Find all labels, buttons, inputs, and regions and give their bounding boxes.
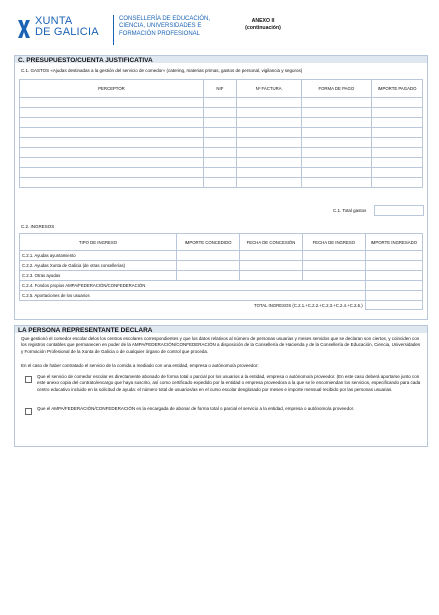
anexo-label: ANEXO II [251,18,275,24]
gastos-cell[interactable] [20,128,204,138]
col-perceptor: PERCEPTOR [20,80,204,98]
gastos-cell[interactable] [203,138,236,148]
option-1-checkbox[interactable] [25,376,32,383]
gastos-cell[interactable] [20,158,204,168]
gastos-row [20,168,423,178]
anexo-title [238,18,288,32]
ingresos-row [20,261,423,271]
total-gastos-label: C.1. Total gastos [333,208,367,213]
ingresos-row [20,281,423,291]
gastos-cell[interactable] [301,158,372,168]
ingresos-row-label: C.2.4. Fondos propios AMPA/FEDERACIÓN/CONFEDERACIÓN [20,281,366,291]
gastos-row [20,128,423,138]
gastos-cell[interactable] [20,98,204,108]
gastos-cell[interactable] [20,138,204,148]
col-importe-pagado: IMPORTE PAGADO [372,80,423,98]
gastos-cell[interactable] [372,138,423,148]
col-factura: Nº FACTURA [236,80,301,98]
gastos-cell[interactable] [20,118,204,128]
gastos-cell[interactable] [236,178,301,188]
declara-paragraph-1: Que gestionó el comedor escolar delos los centros escolares correspondientes y que los datos relativos al número de personas usuarias y meses servidos que se declaran son ciertos, y coinciden con los registros contables que permanecen en poder de la AMPA/FEDERACIÓN/CONFEDERACIÓN a disposición de la Consellería de Hacienda y de la Consellería de Educación, Ciencia, Universidades y Formación Profesional de la Xunta de Galicia o de cualquier órgano de control que proceda. [21,336,421,354]
option-1-text: Que el servicio de comedor escolar es directamente abonado de forma total o parcial por los usuarios a la entidad, empresa o autónomo/a proveedor. (En este caso deberá aportarse junto con este anexo copia del contrato/encargo que haya suscrito, así como certificado expedido por la entidad o empresa proveedora a la que se le encomiendan los servicios, especificando para cada centro educativo incluido en la solicitud de ayuda: el número total de usuarios/as en el curso escolar desglosado por meses e importe mensual recibido por las personas usuarias. [37,374,421,392]
gastos-cell[interactable] [203,118,236,128]
total-ingresos-label: TOTAL INGRESOS (C.2.1.+C.2.2.+C.2.3.+C.2.4.+C.2.5.) [254,302,363,308]
gastos-cell[interactable] [236,128,301,138]
col-fecha-ingreso: FECHA DE INGRESO [303,234,366,251]
ingresos-row-label: C.2.5. Aportaciones de los usuarios [20,291,366,301]
gastos-cell[interactable] [236,108,301,118]
ingresos-row [20,271,423,281]
ingresos-table [19,233,423,310]
gastos-row [20,158,423,168]
gastos-cell[interactable] [301,108,372,118]
gastos-cell[interactable] [203,148,236,158]
c1-label: C.1. GASTOS «Ajudas destinadas a la gestión del servicio de comedor» (catering, materias primas, gastos de personal, vigilancia y seguros) [21,68,303,73]
gastos-row [20,118,423,128]
gastos-cell[interactable] [203,108,236,118]
gastos-cell[interactable] [20,168,204,178]
gastos-row [20,98,423,108]
ingresos-cell[interactable] [365,271,422,281]
col-importe-concedido: IMPORTE CONCEDIDO [177,234,240,251]
gastos-cell[interactable] [372,178,423,188]
gastos-cell[interactable] [203,158,236,168]
ingresos-cell[interactable] [240,271,303,281]
declara-box [14,325,428,447]
gastos-cell[interactable] [301,118,372,128]
gastos-cell[interactable] [203,168,236,178]
c2-label: C.2. INGRESOS [21,224,55,229]
option-2-checkbox[interactable] [25,408,32,415]
gastos-cell[interactable] [236,168,301,178]
anexo-sublabel: (continuación) [245,25,281,31]
col-nif: NIF [203,80,236,98]
gastos-cell[interactable] [372,158,423,168]
gastos-cell[interactable] [301,168,372,178]
gastos-table [19,79,423,188]
declara-title: LA PERSONA REPRESENTANTE DECLARA [18,327,153,334]
gastos-cell[interactable] [372,108,423,118]
ingresos-cell[interactable] [365,291,422,301]
gastos-cell[interactable] [236,98,301,108]
gastos-cell[interactable] [372,98,423,108]
total-gastos-field[interactable] [374,205,424,216]
gastos-cell[interactable] [301,138,372,148]
col-importe-ingresado: IMPORTE INGRESADO [365,234,422,251]
gastos-cell[interactable] [372,128,423,138]
gastos-cell[interactable] [372,148,423,158]
ingresos-cell[interactable] [177,261,240,271]
gastos-cell[interactable] [301,178,372,188]
col-forma-pago: FORMA DE PAGO [301,80,372,98]
gastos-row [20,178,423,188]
gastos-row [20,148,423,158]
ingresos-row-label: C.2.2. Ayudas Xunta de Galicia (de otras consellerías) [20,261,177,271]
logo-line-2: DE GALICIA [35,26,99,38]
gastos-row [20,138,423,148]
gastos-cell[interactable] [236,148,301,158]
gastos-cell[interactable] [20,148,204,158]
gastos-cell[interactable] [372,168,423,178]
ingresos-cell[interactable] [240,251,303,261]
col-tipo-ingreso: TIPO DE INGRESO [20,234,177,251]
gastos-cell[interactable] [203,178,236,188]
ingresos-cell[interactable] [365,251,422,261]
ingresos-row-label: C.2.3. Otras ayudas [20,271,177,281]
gastos-cell[interactable] [372,118,423,128]
department-name: CONSELLERÍA DE EDUCACIÓN, CIENCIA, UNIVERSIDADES E FORMACIÓN PROFESIONAL [119,16,211,37]
ingresos-cell[interactable] [303,261,366,271]
gastos-cell[interactable] [236,158,301,168]
gastos-cell[interactable] [203,128,236,138]
ingresos-cell[interactable] [303,271,366,281]
col-fecha-concesion: FECHA DE CONCESIÓN [240,234,303,251]
ingresos-cell[interactable] [365,261,422,271]
gastos-cell[interactable] [203,98,236,108]
option-2-text: Que el AMPA/FEDERACIÓN/CONFEDERACIÓN es la encargada de abonar de forma total o parcial el servicio a la entidad, empresa o autónomo/a proveedor. [37,406,355,411]
gastos-cell[interactable] [20,178,204,188]
section-c-title: C. PRESUPUESTO/CUENTA JUSTIFICATIVA [18,57,153,64]
ingresos-cell[interactable] [177,271,240,281]
total-ingresos-field[interactable] [365,301,422,310]
gastos-cell[interactable] [301,98,372,108]
logo-line-1: XUNTA [35,15,73,27]
ingresos-cell[interactable] [365,281,422,291]
ingresos-cell[interactable] [177,251,240,261]
ingresos-row-label: C.2.1. Ayudas ayuntamiento [20,251,177,261]
gastos-cell[interactable] [20,108,204,118]
gastos-row [20,108,423,118]
gastos-cell[interactable] [236,138,301,148]
declara-paragraph-2: En el caso de haber contratado el servicio de la comida a mediado con una entidad, empresa o autónomo/a proveedor: [21,363,259,368]
document-header [16,14,426,50]
gastos-cell[interactable] [301,148,372,158]
ingresos-row [20,251,423,261]
logo-divider [113,15,114,45]
ingresos-cell[interactable] [240,261,303,271]
ingresos-cell[interactable] [303,251,366,261]
gastos-cell[interactable] [301,128,372,138]
xunta-logo-icon [16,16,32,42]
section-c-box [14,55,428,320]
ingresos-row [20,291,423,301]
gastos-cell[interactable] [236,118,301,128]
